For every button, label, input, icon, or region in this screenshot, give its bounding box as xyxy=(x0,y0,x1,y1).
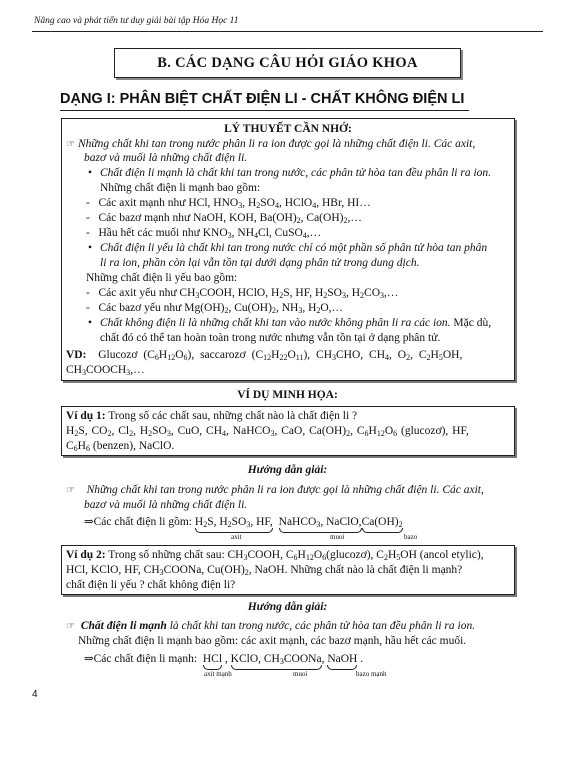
brace-muoi-2: KClO, $CH_3COONa$ xyxy=(230,653,322,666)
guide-2-line-2: Những chất điện li mạnh bao gồm: các axit mạnh, các bazơ mạnh, hầu hết các muối. xyxy=(78,635,467,647)
guide-2-line-3: ⇒Các chất điện li mạnh: HCl , KClO, $CH_3COONa$, NaOH . xyxy=(84,653,364,666)
example-2-line-3: chất điện li yếu ? chất không điện li? xyxy=(66,579,236,591)
brace-bazo: $Ca(OH)_2$ xyxy=(361,516,403,529)
theory-heading: LÝ THUYẾT CẦN NHỚ: xyxy=(224,123,352,135)
theory-line-12: - Các bazơ yếu như $Mg(OH)_2$, $Cu(OH)_2$, $NH_3$, $H_2O,\dots$ xyxy=(86,302,344,315)
theory-line-10: Những chất điện li yếu bao gồm: xyxy=(86,272,238,284)
dang-title-rule xyxy=(60,110,469,111)
pointing-hand-icon: ☞ xyxy=(66,485,75,496)
theory-line-7: - Hầu hết các muối như $KNO_3$, $NH_4Cl$, CuSO$_4$,… xyxy=(86,227,322,240)
pointing-hand-icon: ☞ xyxy=(66,139,75,150)
example-1-question: Ví dụ 1: Trong số các chất sau, những chất nào là chất điện li ? xyxy=(66,410,358,422)
guide-2-title: Hướng dẫn giải: xyxy=(247,601,328,613)
guide-1-line-3: ⇒Các chất điện li gồm: $H_2S$, $H_2SO_3$, HF, NaHCO$_3$, $NaClO,Ca(OH)_2$ xyxy=(84,516,403,529)
brace-muoi: NaHCO$_3$, NaClO, xyxy=(278,516,362,529)
theory-line-8: Chất điện li yếu là chất khi tan trong nước chỉ có một phần số phân tử hòa tan phân xyxy=(100,242,488,254)
brace-bazo-manh: NaOH xyxy=(327,653,358,665)
brace-axit: $H_2S$, $H_2SO_3$, HF, xyxy=(194,516,273,529)
pointing-hand-icon: ☞ xyxy=(66,621,75,632)
brace-axit-manh: HCl xyxy=(202,653,223,665)
label-bazo-manh: bazo mạnh xyxy=(356,670,387,678)
examples-title: VÍ DỤ MINH HỌA: xyxy=(237,389,338,401)
guide-1-line-2: bazơ và muối là những chất điện li. xyxy=(84,499,248,511)
label-bazo: bazo xyxy=(404,533,418,541)
label-axit: axit xyxy=(231,533,242,541)
example-1-line-2: $H_2S$, $CO_2$, $Cl_2$, $H_2SO_3$, CuO, $CH_4$, NaHCO$_3$, CaO, $Ca(OH)_2$, $C_6H_{12}O_6$ (glucozơ), HF, xyxy=(66,425,469,438)
example-2-line-1: Ví dụ 2: Trong số những chất sau: $CH_3COOH$, $C_6H_{12}O_6(glucozơ)$, $C_2H_5OH$ (ancol etylic), xyxy=(66,549,484,562)
theory-vd-line-2: $CH_3COOCH_3,\dots$ xyxy=(66,364,145,377)
example-1-line-3: $C_6H_6$ (benzen), NaClO. xyxy=(66,440,175,453)
theory-line-5: - Các axit mạnh như HCl, $HNO_3$, $H_2SO_4$, HClO$_4$, HBr, HI… xyxy=(86,197,371,210)
theory-line-1: ☞ Những chất khi tan trong nước phân li ra ion được gọi là những chất điện li. Các axit, xyxy=(66,138,476,150)
label-muoi-2: muoi xyxy=(293,670,308,678)
bullet-icon: • xyxy=(88,167,93,179)
implies-arrow-icon: ⇒ xyxy=(84,653,94,665)
section-title: B. CÁC DẠNG CÂU HỎI GIÁO KHOA xyxy=(114,48,461,78)
running-header: Nâng cao và phát tiển tư duy giải bài tập Hóa Học 11 xyxy=(34,16,239,26)
theory-line-2: bazơ và muối là những chất điện li. xyxy=(84,152,248,164)
guide-1-title: Hướng dẫn giải: xyxy=(247,464,328,476)
bullet-icon: • xyxy=(88,242,93,254)
guide-1-line-1: ☞ Những chất khi tan trong nước phân li ra ion được gọi là những chất điện li. Các axit, xyxy=(66,484,484,496)
theory-line-6: - Các bazơ mạnh như NaOH, KOH, $Ba(OH)_2$, $Ca(OH)_2,\dots$ xyxy=(86,212,362,225)
dang-title: DẠNG I: PHÂN BIỆT CHẤT ĐIỆN LI - CHẤT KHÔNG ĐIỆN LI xyxy=(60,91,465,107)
label-muoi: muoi xyxy=(330,533,345,541)
header-rule xyxy=(32,31,543,32)
theory-vd-line: VD: Glucozơ $(C_6H_{12}O_6)$, saccarozơ $(C_{12}H_{22}O_{11})$, $CH_3CHO$, $CH_4$, $O_2$, $C_2H_5OH$, xyxy=(66,349,463,362)
theory-line-3: Chất điện li mạnh là chất khi tan trong nước, các phân tử hòa tan đều phân li ra ion. xyxy=(100,167,492,179)
guide-2-line-1: ☞ Chất điện li mạnh là chất khi tan trong nước, các phân tử hòa tan đều phân li ra ion. xyxy=(66,620,476,632)
theory-line-11: - Các axit yếu như $CH_3COOH$, HClO, $H_2S$, HF, $H_2SO_3$, $H_2CO_3,\dots$ xyxy=(86,287,399,300)
implies-arrow-icon: ⇒ xyxy=(84,516,94,528)
bullet-icon: • xyxy=(88,317,93,329)
label-axit-manh: axit mạnh xyxy=(204,670,232,678)
page-number: 4 xyxy=(32,689,38,700)
theory-line-13: Chất không điện li là những chất khi tan vào nước không phân li ra các ion. Mặc dù, xyxy=(100,317,492,329)
theory-line-4: Những chất điện li mạnh bao gồm: xyxy=(100,182,261,194)
example-2-line-2: HCl, KClO, HF, $CH_3COONa$, $Cu(OH)_2$, NaOH. Những chất nào là chất điện li mạnh? xyxy=(66,564,463,577)
theory-line-14: chất đó có thể tan hoàn toàn trong nước nhưng vẫn tồn tại ở dạng phân tử. xyxy=(100,332,441,344)
theory-line-9: li ra ion, phần còn lại vẫn tồn tại dưới dạng phân tử trong dung dịch. xyxy=(100,257,420,269)
